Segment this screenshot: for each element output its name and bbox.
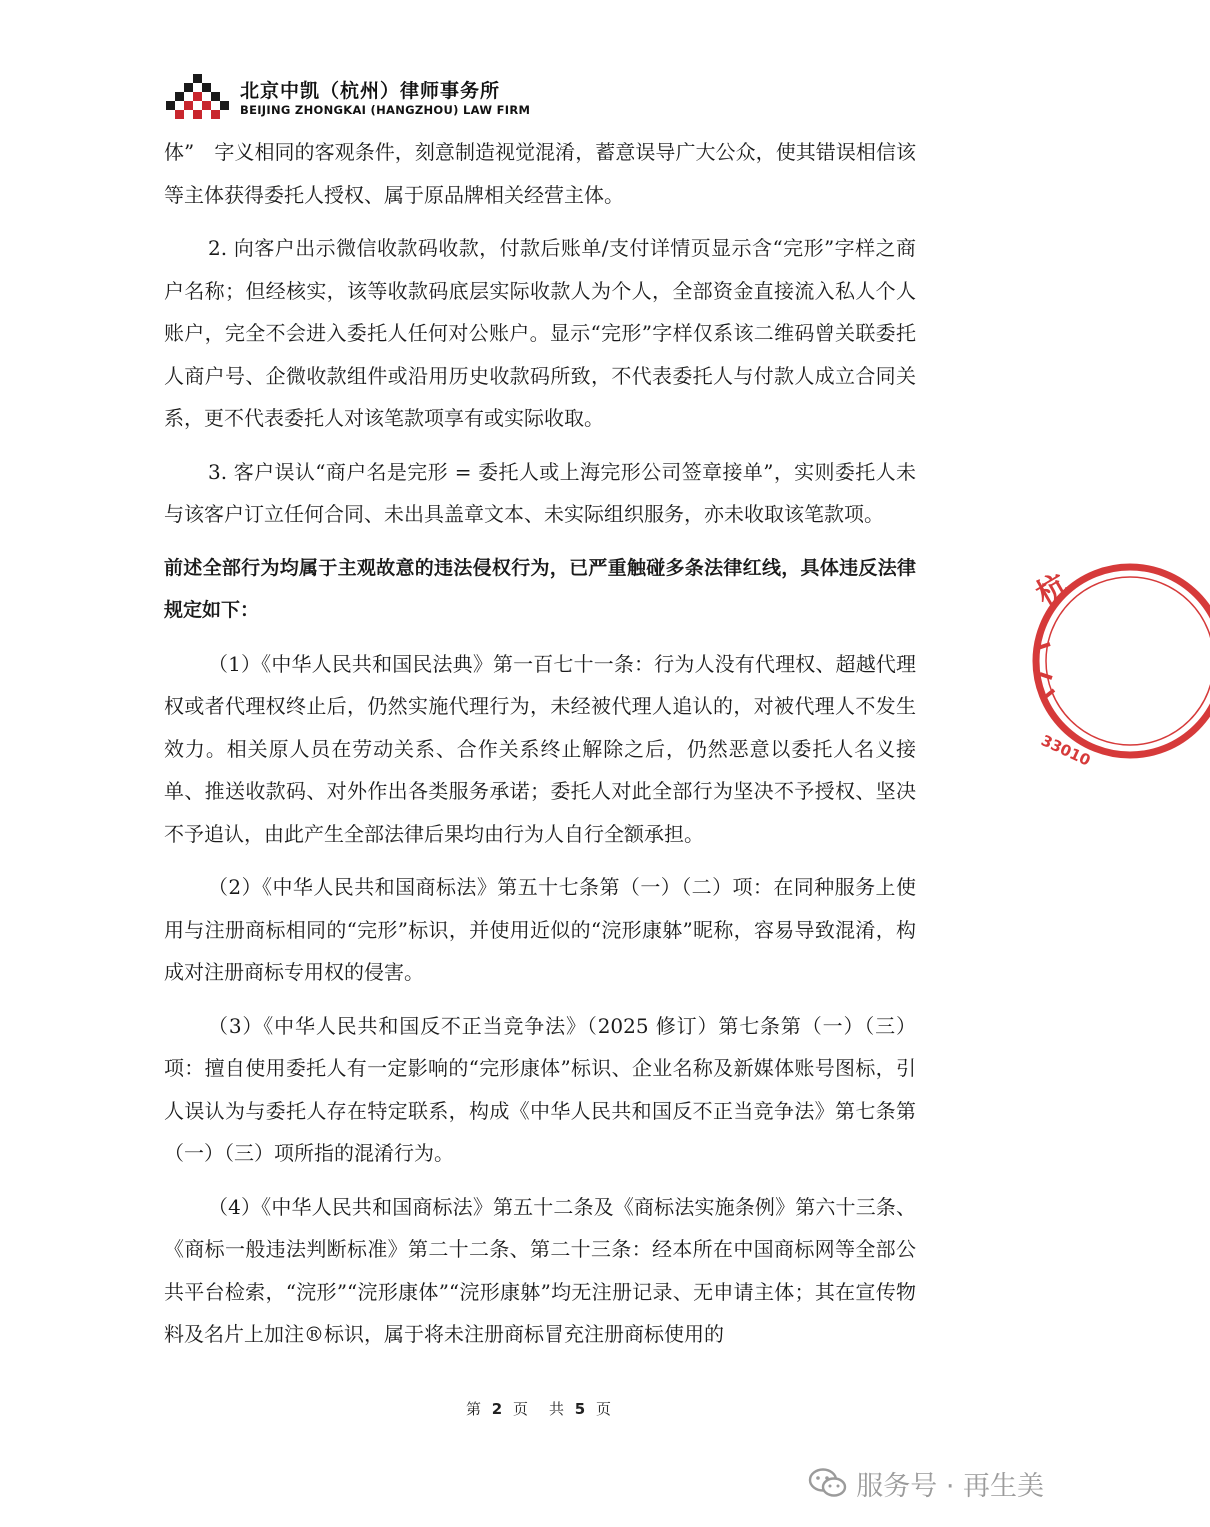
page-number bbox=[0, 1398, 1080, 1419]
firm-name-cn: 北京中凯（杭州）律师事务所 bbox=[240, 80, 501, 102]
document-body bbox=[164, 131, 916, 1367]
wechat-watermark bbox=[808, 1458, 1044, 1508]
seal-digits: 33010 bbox=[1038, 731, 1094, 770]
watermark-text: 服务号 · 再生美 bbox=[856, 1470, 1044, 1502]
page-prefix: 第 bbox=[465, 1400, 484, 1418]
firm-logo-icon bbox=[166, 74, 232, 120]
paragraph-law-1: （1）《中华人民共和国民法典》第一百七十一条：行为人没有代理权、超越代理权或者代理权终止后，仍然实施代理行为，未经被代理人追认的，对被代理人不发生效力。相关原人员在劳动关系、合作关系终止解除之后，仍然恶意以委托人名义接单、推送收款码、对外作出各类服务承诺；委托人对此全部行为坚决不予授权、坚决不予追认，由此产生全部法律后果均由行为人自行全额承担。 bbox=[164, 651, 916, 846]
page-current: 2 bbox=[491, 1400, 506, 1418]
paragraph-law-4: （4）《中华人民共和国商标法》第五十二条及《商标法实施条例》第六十三条、《商标一般违法判断标准》第二十二条、第二十三条：经本所在中国商标网等全部公共平台检索，“浣形”“浣形康体”“浣形康躰”均无注册记录、无申请主体；其在宣传物料及名片上加注®标识，属于将未注册商标冒充注册商标使用的 bbox=[164, 1194, 916, 1346]
paragraph-law-3: （3）《中华人民共和国反不正当竞争法》（2025 修订）第七条第（一）（三）项：擅自使用委托人有一定影响的“完形康体”标识、企业名称及新媒体账号图标，引人误认为与委托人存在特定联系，构成《中华人民共和国反不正当竞争法》第七条第（一）（三）项所指的混淆行为。 bbox=[164, 1013, 916, 1165]
seal-icon bbox=[1030, 548, 1210, 774]
paragraph-summary: 前述全部行为均属于主观故意的违法侵权行为，已严重触碰多条法律红线，具体违反法律规定如下： bbox=[164, 556, 916, 621]
firm-name-en: BEIJING ZHONGKAI (HANGZHOU) LAW FIRM bbox=[240, 103, 531, 117]
paragraph-item-2: 2. 向客户出示微信收款码收款，付款后账单/支付详情页显示含“完形”字样之商户名称；但经核实，该等收款码底层实际收款人为个人，全部资金直接流入私人个人账户，完全不会进入委托人任何对公账户。显示“完形”字样仅系该二维码曾关联委托人商户号、企微收款组件或沿用历史收款码所致，不代表委托人与付款人成立合同关系，更不代表委托人对该笔款项享有或实际收取。 bbox=[164, 236, 916, 430]
paragraph-continued: 体” 字义相同的客观条件，刻意制造视觉混淆，蓄意误导广大公众，使其错误相信该等主体获得委托人授权、属于原品牌相关经营主体。 bbox=[164, 140, 916, 207]
paragraph-law-2: （2）《中华人民共和国商标法》第五十七条第（一）（二）项：在同种服务上使用与注册商标相同的“完形”标识，并使用近似的“浣形康躰”昵称，容易导致混淆，构成对注册商标专用权的侵害。 bbox=[164, 875, 916, 984]
paragraph-item-3: 3. 客户误认“商户名是完形 = 委托人或上海完形公司签章接单”，实则委托人未与该客户订立任何合同、未出具盖章文本、未实际组织服务，亦未收取该笔款项。 bbox=[164, 459, 916, 526]
page-total: 5 bbox=[574, 1400, 589, 1418]
page-suffix: 页 bbox=[596, 1400, 615, 1418]
wechat-icon bbox=[808, 1467, 848, 1499]
seal-char: 杭 bbox=[1030, 567, 1074, 613]
red-seal-stamp bbox=[1030, 548, 1094, 774]
page-mid: 页 共 bbox=[512, 1400, 567, 1418]
